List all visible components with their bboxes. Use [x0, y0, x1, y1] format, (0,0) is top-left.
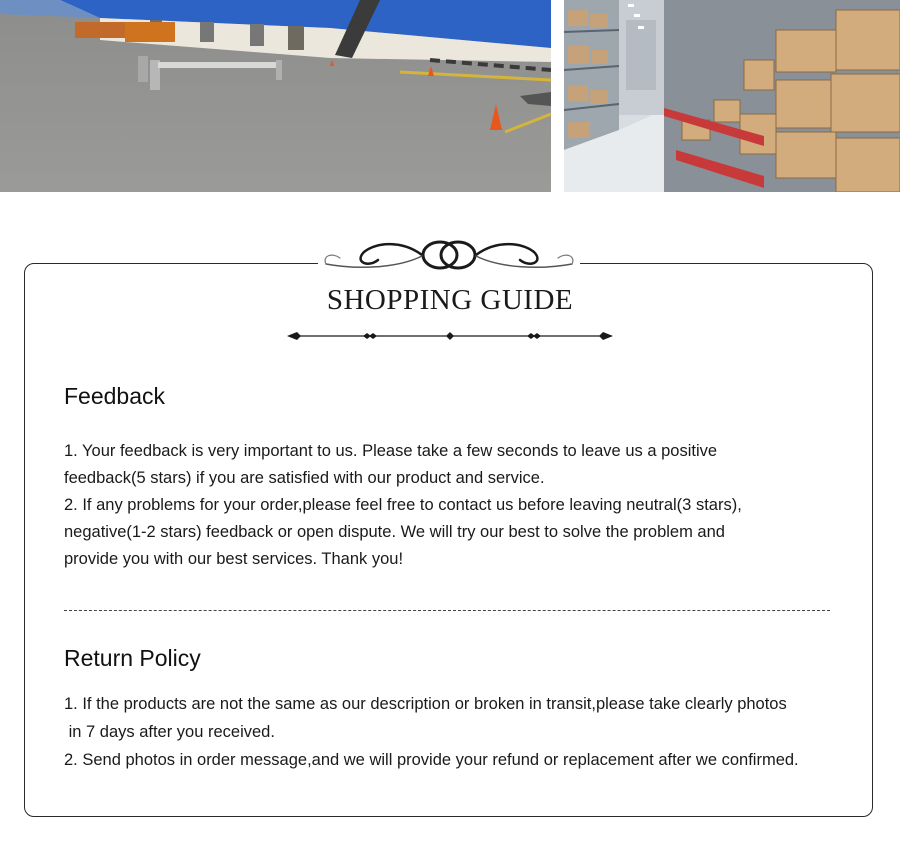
warehouse-exterior-photo [0, 0, 551, 192]
return-policy-line: 2. Send photos in order message,and we will provide your refund or replacement after we confirmed. [64, 751, 799, 769]
feedback-line: negative(1-2 stars) feedback or open dispute. We will try our best to solve the problem and [64, 523, 725, 541]
arrow-rule-icon [285, 329, 615, 343]
section-divider [64, 610, 830, 611]
feedback-heading: Feedback [64, 383, 166, 409]
page-title: SHOPPING GUIDE [326, 284, 574, 316]
return-policy-heading: Return Policy [64, 645, 201, 671]
feedback-line: provide you with our best services. Thank you! [64, 550, 404, 568]
return-policy-line: in 7 days after you received. [64, 723, 275, 741]
feedback-text [64, 438, 854, 573]
feedback-line: 1. Your feedback is very important to us. Please take a few seconds to leave us a positive [64, 442, 718, 460]
flourish-ornament-icon [318, 236, 580, 280]
feedback-line: 2. If any problems for your order,please feel free to contact us before leaving neutral(3 stars), [64, 496, 742, 514]
warehouse-interior-photo [564, 0, 900, 192]
return-policy-text [64, 690, 854, 774]
return-policy-line: 1. If the products are not the same as our description or broken in transit,please take clearly photos [64, 695, 787, 713]
feedback-line: feedback(5 stars) if you are satisfied with our product and service. [64, 469, 545, 487]
